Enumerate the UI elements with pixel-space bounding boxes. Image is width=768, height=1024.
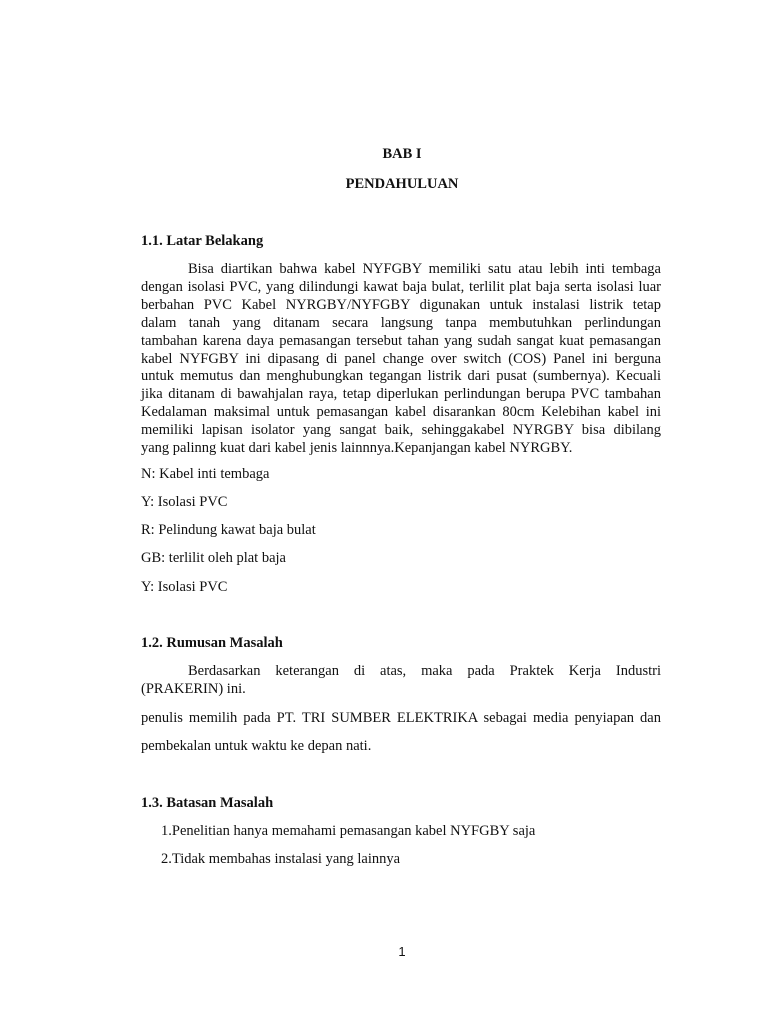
paragraph-line: untuk memutus dan menghubungkan tegangan listrik dari pusat (sumbernya). Kecuali [141, 368, 661, 385]
section-heading-rumusan-masalah: 1.2. Rumusan Masalah [141, 635, 283, 651]
list-item: R: Pelindung kawat baja bulat [141, 522, 316, 538]
numbered-list-item: 1.Penelitian hanya memahami pemasangan kabel NYFGBY saja [161, 823, 536, 839]
paragraph-line: (PRAKERIN) ini. [141, 680, 246, 697]
paragraph-line: dalam tanah yang ditanam secara langsung tanpa membutuhkan perlindungan [141, 314, 661, 331]
paragraph-line: penulis memilih pada PT. TRI SUMBER ELEKTRIKA sebagai media penyiapan dan [141, 710, 661, 726]
paragraph-line: dengan isolasi PVC, yang dilindungi kawat baja bulat, terlilit plat baja serta isolasi luar [141, 278, 661, 295]
paragraph-line: kabel NYFGBY ini dipasang di panel change over switch (COS) Panel ini berguna [141, 350, 661, 367]
page-number: 1 [398, 944, 406, 959]
paragraph-line: Kedalaman maksimal untuk pemasangan kabel disarankan 80cm Kelebihan kabel ini [141, 404, 661, 421]
section-heading-latar-belakang: 1.1. Latar Belakang [141, 233, 264, 249]
list-item: Y: Isolasi PVC [141, 494, 228, 510]
paragraph-line: yang palinng kuat dari kabel jenis lainnnya.Kepanjangan kabel NYRGBY. [141, 440, 573, 457]
paragraph-latar-belakang [141, 261, 661, 458]
numbered-list-item: 2.Tidak membahas instalasi yang lainnya [161, 851, 401, 867]
paragraph-line: berbahan PVC Kabel NYRGBY/NYFGBY digunakan untuk instalasi listrik tetap [141, 296, 661, 313]
list-item: GB: terlilit oleh plat baja [141, 550, 286, 566]
paragraph-line: Berdasarkan keterangan di atas, maka pada Praktek Kerja Industri [188, 663, 661, 679]
paragraph-line: pembekalan untuk waktu ke depan nati. [141, 738, 372, 754]
paragraph-line: jika ditanam di bawahjalan raya, tetap diperlukan perlindungan berupa PVC tambahan [141, 386, 661, 403]
list-item: N: Kabel inti tembaga [141, 466, 270, 482]
section-heading-batasan-masalah: 1.3. Batasan Masalah [141, 795, 274, 811]
list-item: Y: Isolasi PVC [141, 579, 228, 595]
chapter-title: PENDAHULUAN [345, 176, 459, 192]
paragraph-line: Bisa diartikan bahwa kabel NYFGBY memiliki satu atau lebih inti tembaga [188, 261, 661, 277]
paragraph-line: tambahan karena daya pemasangan tersebut tahan yang sudah sangat kuat pemasangan [141, 332, 661, 349]
paragraph-rumusan-masalah [141, 663, 661, 699]
chapter-number: BAB I [382, 146, 422, 162]
paragraph-line: memiliki lapisan isolator yang sangat baik, sehinggakabel NYRGBY bisa dibilang [141, 422, 661, 439]
